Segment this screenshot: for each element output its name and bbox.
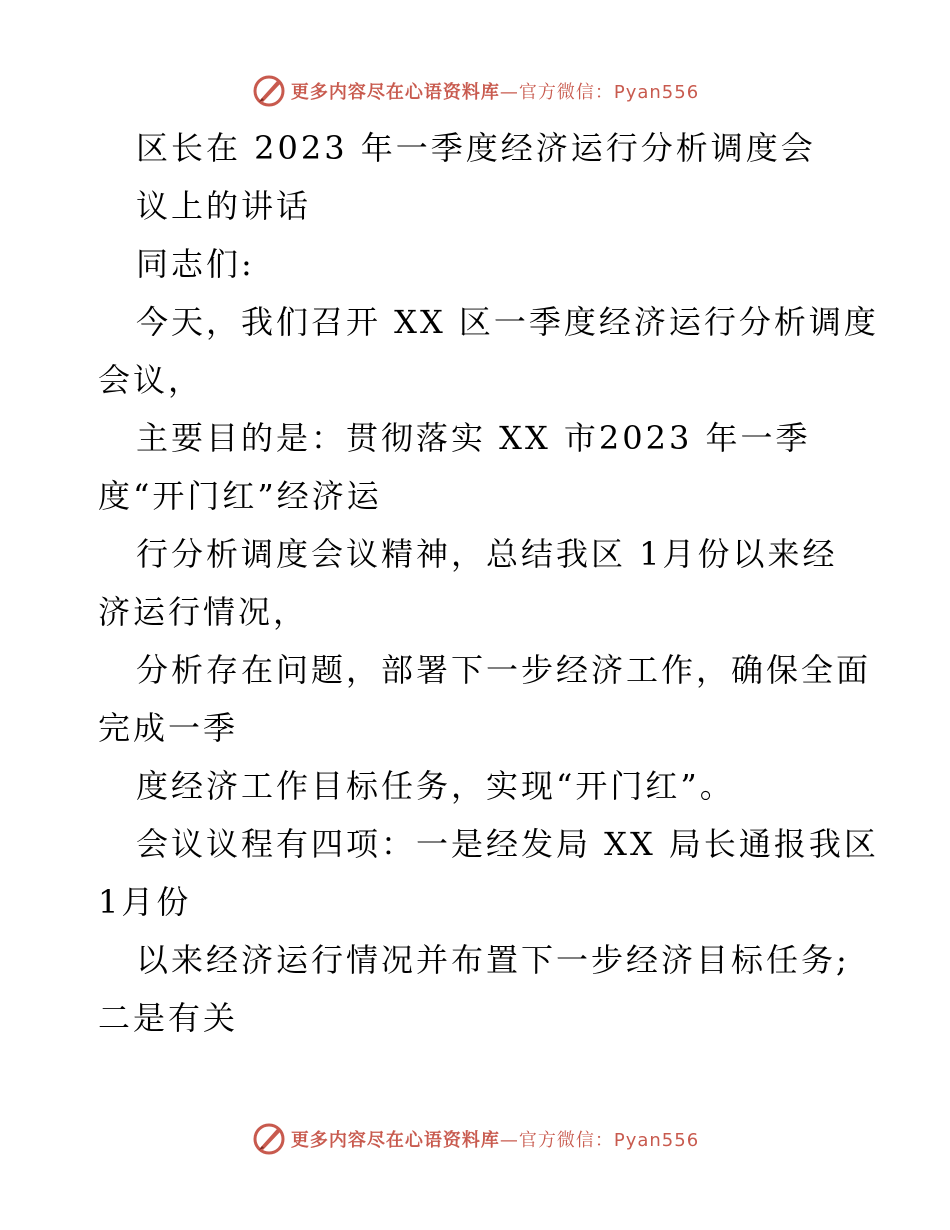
- paragraph-line: 度“开门红”经济运: [98, 477, 382, 515]
- paragraph-line: 完成一季: [98, 709, 239, 747]
- document-title-line-1: 区长在 2023 年一季度经济运行分析调度会: [136, 129, 816, 167]
- watermark-official-text: —官方微信：Pyan556: [499, 82, 700, 103]
- watermark-official-text: —官方微信：Pyan556: [499, 1130, 700, 1151]
- paragraph-line: 主要目的是：贯彻落实 XX 市2023 年一季: [136, 419, 811, 457]
- watermark-brand-text: 更多内容尽在心语资料库: [290, 82, 500, 103]
- paragraph-line: 二是有关: [98, 999, 239, 1037]
- paragraph-line: 会议，: [98, 361, 204, 399]
- document-title-line-2: 议上的讲话: [136, 187, 312, 225]
- paragraph-line: 济运行情况，: [98, 593, 309, 631]
- paragraph-line: 1月份: [98, 883, 192, 921]
- paragraph-line: 分析存在问题，部署下一步经济工作，确保全面: [136, 651, 872, 689]
- salutation: 同志们:: [136, 245, 255, 283]
- quill-pen-logo-icon: [251, 1121, 287, 1157]
- paragraph-line: 行分析调度会议精神，总结我区 1月份以来经: [136, 535, 838, 573]
- quill-pen-logo-icon: [251, 73, 287, 109]
- paragraph-line: 以来经济运行情况并布置下一步经济目标任务;: [136, 941, 850, 979]
- paragraph-line: 今天，我们召开 XX 区一季度经济运行分析调度: [136, 303, 879, 341]
- paragraph-line: 会议议程有四项：一是经发局 XX 局长通报我区: [136, 825, 879, 863]
- header-watermark: [0, 71, 950, 111]
- watermark-brand-text: 更多内容尽在心语资料库: [290, 1130, 500, 1151]
- footer-watermark: [0, 1119, 950, 1159]
- paragraph-line: 度经济工作目标任务，实现“开门红”。: [136, 767, 735, 805]
